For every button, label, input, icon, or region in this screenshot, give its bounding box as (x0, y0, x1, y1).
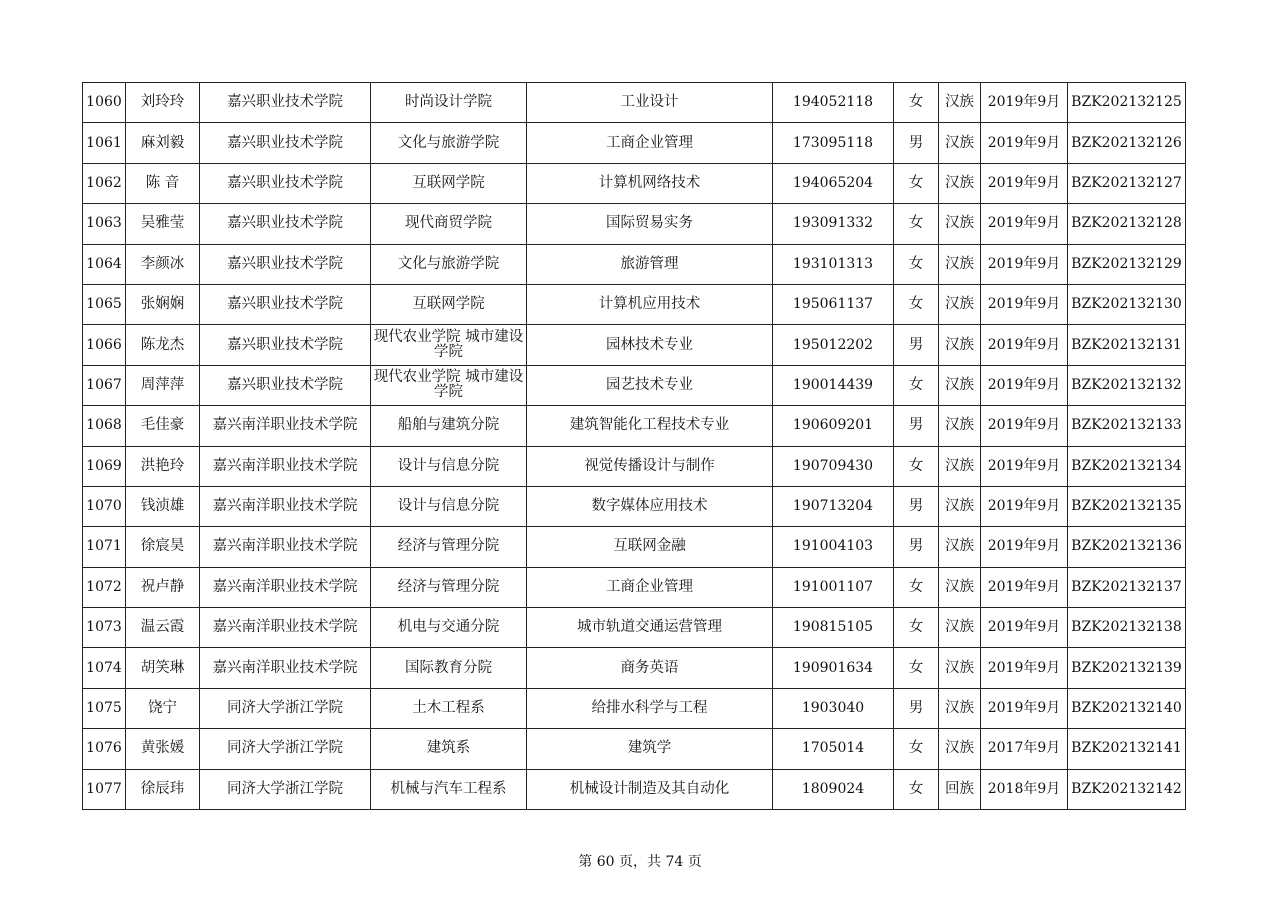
student-id-cell: 173095118 (773, 123, 894, 163)
major-name-cell: 数字媒体应用技术 (527, 486, 773, 526)
data-table (82, 82, 1186, 810)
college-name-cell: 互联网学院 (371, 284, 527, 324)
gender-cell: 女 (894, 163, 939, 203)
certificate-number-cell: BZK202132138 (1068, 608, 1186, 648)
gender-cell: 女 (894, 446, 939, 486)
gender-cell: 女 (894, 365, 939, 405)
gender-cell: 女 (894, 729, 939, 769)
college-name-cell: 设计与信息分院 (371, 486, 527, 526)
college-name-cell: 互联网学院 (371, 163, 527, 203)
row-number-cell: 1074 (83, 648, 126, 688)
enroll-date-cell: 2019年9月 (981, 608, 1068, 648)
row-number-cell: 1060 (83, 83, 126, 123)
major-name-cell: 园艺技术专业 (527, 365, 773, 405)
school-name-cell: 嘉兴南洋职业技术学院 (200, 567, 371, 607)
student-name-cell: 徐宸昊 (126, 527, 200, 567)
student-name-cell: 麻刘毅 (126, 123, 200, 163)
student-name-cell: 陈龙杰 (126, 325, 200, 365)
student-id-cell: 190901634 (773, 648, 894, 688)
row-number-cell: 1072 (83, 567, 126, 607)
student-name-cell: 胡笑琳 (126, 648, 200, 688)
table-row (83, 688, 1186, 728)
table-row (83, 204, 1186, 244)
ethnicity-cell: 汉族 (939, 648, 981, 688)
student-id-cell: 190014439 (773, 365, 894, 405)
college-name-cell: 文化与旅游学院 (371, 123, 527, 163)
major-name-cell: 建筑智能化工程技术专业 (527, 406, 773, 446)
row-number-cell: 1062 (83, 163, 126, 203)
school-name-cell: 嘉兴南洋职业技术学院 (200, 527, 371, 567)
major-name-cell: 建筑学 (527, 729, 773, 769)
enroll-date-cell: 2019年9月 (981, 446, 1068, 486)
table-row (83, 244, 1186, 284)
enroll-date-cell: 2019年9月 (981, 486, 1068, 526)
student-id-cell: 193091332 (773, 204, 894, 244)
major-name-cell: 国际贸易实务 (527, 204, 773, 244)
major-name-cell: 计算机应用技术 (527, 284, 773, 324)
college-name-cell: 现代商贸学院 (371, 204, 527, 244)
school-name-cell: 嘉兴职业技术学院 (200, 284, 371, 324)
table-row (83, 83, 1186, 123)
row-number-cell: 1073 (83, 608, 126, 648)
gender-cell: 女 (894, 567, 939, 607)
row-number-cell: 1063 (83, 204, 126, 244)
college-name-cell: 经济与管理分院 (371, 527, 527, 567)
table-row (83, 769, 1186, 809)
major-name-cell: 商务英语 (527, 648, 773, 688)
student-name-cell: 钱浈雄 (126, 486, 200, 526)
ethnicity-cell: 回族 (939, 769, 981, 809)
certificate-number-cell: BZK202132136 (1068, 527, 1186, 567)
table-row (83, 648, 1186, 688)
student-id-cell: 191001107 (773, 567, 894, 607)
school-name-cell: 同济大学浙江学院 (200, 688, 371, 728)
row-number-cell: 1070 (83, 486, 126, 526)
certificate-number-cell: BZK202132140 (1068, 688, 1186, 728)
student-id-cell: 193101313 (773, 244, 894, 284)
student-id-cell: 195061137 (773, 284, 894, 324)
gender-cell: 男 (894, 406, 939, 446)
student-name-cell: 周萍萍 (126, 365, 200, 405)
enroll-date-cell: 2019年9月 (981, 123, 1068, 163)
table-row (83, 527, 1186, 567)
school-name-cell: 同济大学浙江学院 (200, 729, 371, 769)
student-id-cell: 1809024 (773, 769, 894, 809)
school-name-cell: 嘉兴职业技术学院 (200, 163, 371, 203)
student-id-cell: 191004103 (773, 527, 894, 567)
student-name-cell: 吴雅莹 (126, 204, 200, 244)
enroll-date-cell: 2019年9月 (981, 567, 1068, 607)
ethnicity-cell: 汉族 (939, 729, 981, 769)
college-name-cell: 时尚设计学院 (371, 83, 527, 123)
certificate-number-cell: BZK202132131 (1068, 325, 1186, 365)
row-number-cell: 1061 (83, 123, 126, 163)
certificate-number-cell: BZK202132133 (1068, 406, 1186, 446)
enroll-date-cell: 2017年9月 (981, 729, 1068, 769)
ethnicity-cell: 汉族 (939, 163, 981, 203)
enroll-date-cell: 2019年9月 (981, 204, 1068, 244)
major-name-cell: 互联网金融 (527, 527, 773, 567)
row-number-cell: 1068 (83, 406, 126, 446)
major-name-cell: 旅游管理 (527, 244, 773, 284)
college-name-cell: 经济与管理分院 (371, 567, 527, 607)
student-id-cell: 1903040 (773, 688, 894, 728)
row-number-cell: 1069 (83, 446, 126, 486)
school-name-cell: 嘉兴职业技术学院 (200, 325, 371, 365)
ethnicity-cell: 汉族 (939, 325, 981, 365)
student-name-cell: 洪艳玲 (126, 446, 200, 486)
major-name-cell: 给排水科学与工程 (527, 688, 773, 728)
ethnicity-cell: 汉族 (939, 83, 981, 123)
gender-cell: 男 (894, 325, 939, 365)
school-name-cell: 嘉兴南洋职业技术学院 (200, 648, 371, 688)
enroll-date-cell: 2019年9月 (981, 83, 1068, 123)
enroll-date-cell: 2019年9月 (981, 648, 1068, 688)
major-name-cell: 视觉传播设计与制作 (527, 446, 773, 486)
row-number-cell: 1066 (83, 325, 126, 365)
college-name-cell: 船舶与建筑分院 (371, 406, 527, 446)
gender-cell: 女 (894, 284, 939, 324)
gender-cell: 男 (894, 123, 939, 163)
gender-cell: 女 (894, 648, 939, 688)
gender-cell: 男 (894, 486, 939, 526)
certificate-number-cell: BZK202132139 (1068, 648, 1186, 688)
enroll-date-cell: 2018年9月 (981, 769, 1068, 809)
school-name-cell: 嘉兴南洋职业技术学院 (200, 608, 371, 648)
major-name-cell: 园林技术专业 (527, 325, 773, 365)
student-name-cell: 温云霞 (126, 608, 200, 648)
row-number-cell: 1065 (83, 284, 126, 324)
table-row (83, 163, 1186, 203)
certificate-number-cell: BZK202132129 (1068, 244, 1186, 284)
gender-cell: 男 (894, 688, 939, 728)
certificate-number-cell: BZK202132137 (1068, 567, 1186, 607)
ethnicity-cell: 汉族 (939, 688, 981, 728)
table-row (83, 123, 1186, 163)
student-name-cell: 毛佳豪 (126, 406, 200, 446)
college-name-cell: 国际教育分院 (371, 648, 527, 688)
school-name-cell: 嘉兴南洋职业技术学院 (200, 486, 371, 526)
student-id-cell: 190709430 (773, 446, 894, 486)
certificate-number-cell: BZK202132128 (1068, 204, 1186, 244)
certificate-number-cell: BZK202132142 (1068, 769, 1186, 809)
gender-cell: 女 (894, 204, 939, 244)
table-row (83, 567, 1186, 607)
student-id-cell: 190713204 (773, 486, 894, 526)
student-id-cell: 190815105 (773, 608, 894, 648)
enroll-date-cell: 2019年9月 (981, 406, 1068, 446)
ethnicity-cell: 汉族 (939, 567, 981, 607)
college-name-cell: 土木工程系 (371, 688, 527, 728)
table-row (83, 406, 1186, 446)
major-name-cell: 工商企业管理 (527, 123, 773, 163)
student-id-cell: 1705014 (773, 729, 894, 769)
enroll-date-cell: 2019年9月 (981, 688, 1068, 728)
ethnicity-cell: 汉族 (939, 486, 981, 526)
school-name-cell: 嘉兴职业技术学院 (200, 83, 371, 123)
certificate-number-cell: BZK202132130 (1068, 284, 1186, 324)
row-number-cell: 1077 (83, 769, 126, 809)
table-row (83, 325, 1186, 365)
page-footer: 第 60 页，共 74 页 (578, 854, 702, 870)
row-number-cell: 1067 (83, 365, 126, 405)
enroll-date-cell: 2019年9月 (981, 284, 1068, 324)
table-row (83, 284, 1186, 324)
certificate-number-cell: BZK202132134 (1068, 446, 1186, 486)
student-name-cell: 黄张媛 (126, 729, 200, 769)
student-name-cell: 张娴娴 (126, 284, 200, 324)
school-name-cell: 嘉兴南洋职业技术学院 (200, 406, 371, 446)
ethnicity-cell: 汉族 (939, 446, 981, 486)
student-id-cell: 195012202 (773, 325, 894, 365)
ethnicity-cell: 汉族 (939, 365, 981, 405)
college-name-cell: 机电与交通分院 (371, 608, 527, 648)
gender-cell: 女 (894, 769, 939, 809)
certificate-number-cell: BZK202132125 (1068, 83, 1186, 123)
student-name-cell: 刘玲玲 (126, 83, 200, 123)
student-name-cell: 祝卢静 (126, 567, 200, 607)
row-number-cell: 1075 (83, 688, 126, 728)
gender-cell: 女 (894, 244, 939, 284)
ethnicity-cell: 汉族 (939, 527, 981, 567)
school-name-cell: 嘉兴职业技术学院 (200, 123, 371, 163)
student-id-cell: 194065204 (773, 163, 894, 203)
ethnicity-cell: 汉族 (939, 123, 981, 163)
enroll-date-cell: 2019年9月 (981, 527, 1068, 567)
enroll-date-cell: 2019年9月 (981, 244, 1068, 284)
table-row (83, 446, 1186, 486)
gender-cell: 女 (894, 608, 939, 648)
school-name-cell: 嘉兴南洋职业技术学院 (200, 446, 371, 486)
ethnicity-cell: 汉族 (939, 406, 981, 446)
major-name-cell: 计算机网络技术 (527, 163, 773, 203)
major-name-cell: 工业设计 (527, 83, 773, 123)
ethnicity-cell: 汉族 (939, 284, 981, 324)
certificate-number-cell: BZK202132141 (1068, 729, 1186, 769)
college-name-cell: 现代农业学院 城市建设学院 (371, 325, 527, 365)
student-id-cell: 194052118 (773, 83, 894, 123)
major-name-cell: 机械设计制造及其自动化 (527, 769, 773, 809)
school-name-cell: 嘉兴职业技术学院 (200, 244, 371, 284)
enroll-date-cell: 2019年9月 (981, 163, 1068, 203)
college-name-cell: 机械与汽车工程系 (371, 769, 527, 809)
school-name-cell: 嘉兴职业技术学院 (200, 365, 371, 405)
certificate-number-cell: BZK202132127 (1068, 163, 1186, 203)
certificate-number-cell: BZK202132135 (1068, 486, 1186, 526)
ethnicity-cell: 汉族 (939, 204, 981, 244)
major-name-cell: 工商企业管理 (527, 567, 773, 607)
ethnicity-cell: 汉族 (939, 608, 981, 648)
major-name-cell: 城市轨道交通运营管理 (527, 608, 773, 648)
student-name-cell: 陈 音 (126, 163, 200, 203)
table-row (83, 729, 1186, 769)
table-row (83, 486, 1186, 526)
college-name-cell: 设计与信息分院 (371, 446, 527, 486)
school-name-cell: 嘉兴职业技术学院 (200, 204, 371, 244)
row-number-cell: 1076 (83, 729, 126, 769)
gender-cell: 女 (894, 83, 939, 123)
certificate-number-cell: BZK202132126 (1068, 123, 1186, 163)
certificate-number-cell: BZK202132132 (1068, 365, 1186, 405)
row-number-cell: 1071 (83, 527, 126, 567)
college-name-cell: 建筑系 (371, 729, 527, 769)
school-name-cell: 同济大学浙江学院 (200, 769, 371, 809)
student-name-cell: 徐辰玮 (126, 769, 200, 809)
college-name-cell: 现代农业学院 城市建设学院 (371, 365, 527, 405)
gender-cell: 男 (894, 527, 939, 567)
enroll-date-cell: 2019年9月 (981, 325, 1068, 365)
enroll-date-cell: 2019年9月 (981, 365, 1068, 405)
college-name-cell: 文化与旅游学院 (371, 244, 527, 284)
row-number-cell: 1064 (83, 244, 126, 284)
student-name-cell: 李颜冰 (126, 244, 200, 284)
ethnicity-cell: 汉族 (939, 244, 981, 284)
student-id-cell: 190609201 (773, 406, 894, 446)
student-name-cell: 饶宁 (126, 688, 200, 728)
table-row (83, 365, 1186, 405)
table-row (83, 608, 1186, 648)
